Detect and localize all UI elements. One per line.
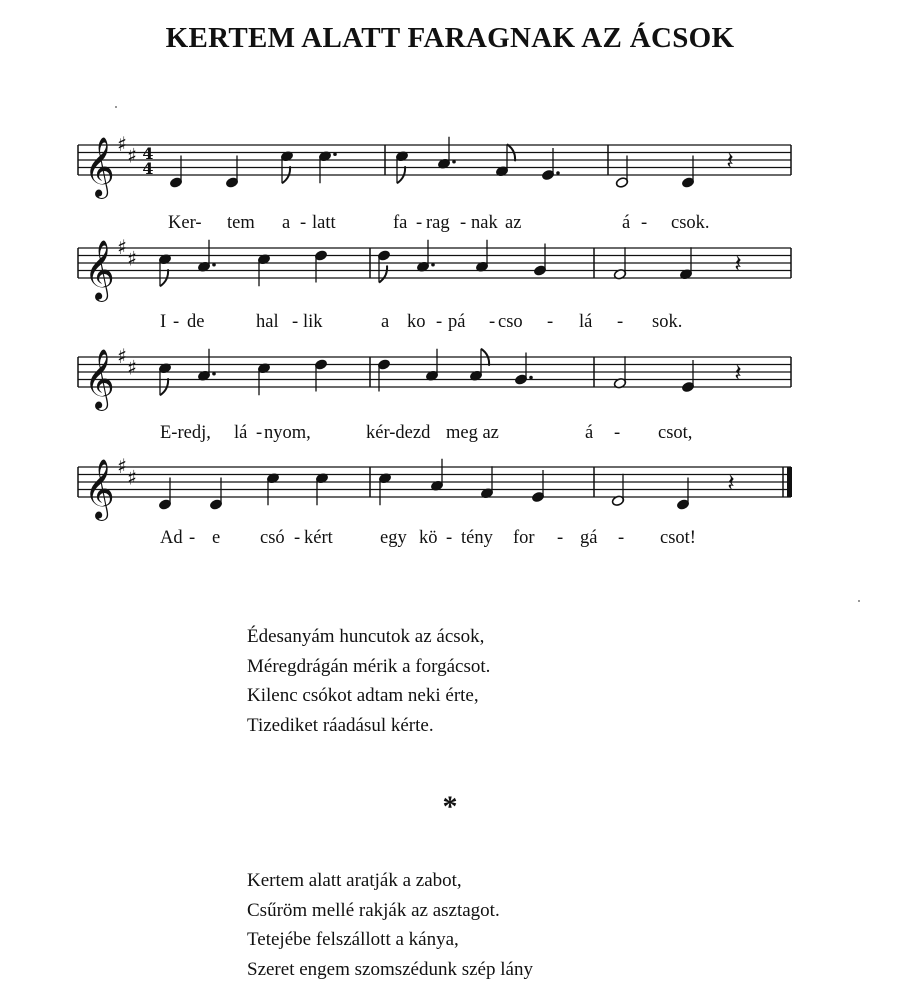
lyric-syllable: Ad [160,528,183,548]
lyric-syllable: - [489,312,496,332]
lyric-syllable: á [622,213,631,233]
lyric-syllable: lá [579,312,593,332]
scan-speck [858,600,860,602]
treble-clef-icon: 𝄞 [84,137,115,197]
lyric-syllable: cso [498,312,523,332]
sharp-icon: ♯ [117,344,127,368]
sharp-icon: ♯ [127,355,137,380]
lyric-syllable: lá [234,423,248,443]
staff [78,454,792,521]
note-dot [212,372,216,376]
verse-separator-asterisk: * [442,790,458,823]
lyric-syllable: - [256,423,263,443]
sharp-icon: ♯ [127,143,137,168]
verse-line: Méregdrágán mérik a forgácsot. [247,655,491,677]
note-dot [556,171,560,175]
time-signature-bottom: 4 [142,159,154,178]
verse-line: Kilenc csókot adtam neki érte, [247,685,479,706]
lyric-syllable: - [618,528,625,548]
lyric-syllable: tem [227,213,255,233]
sharp-icon: ♯ [127,246,137,271]
quarter-rest-icon: 𝄽 [734,358,742,387]
lyric-syllable: - [460,213,467,233]
lyric-syllable: á [585,423,594,443]
lyric-syllable: - [173,312,180,332]
verse-line: Kertem alatt aratják a zabot, [247,870,462,891]
sharp-icon: ♯ [117,235,127,259]
note-flag [379,266,387,283]
lyric-syllable: az [505,213,522,233]
lyric-syllable: gá [580,528,598,548]
lyric-syllable: tény [461,528,493,548]
lyric-syllable: - [292,312,299,332]
quarter-rest-icon: 𝄽 [727,468,735,497]
lyric-syllable: nyom, [264,423,311,443]
lyric-syllable: a [282,213,291,233]
lyric-syllable: nak [471,213,498,233]
treble-clef-icon: 𝄞 [84,459,115,519]
lyric-syllable: - [446,528,453,548]
lyric-syllable: kö [419,528,438,548]
lyric-syllable: csok. [671,213,710,233]
lyric-syllable: rag [426,213,450,233]
lyric-syllable: ko [407,312,426,332]
staff [78,235,791,302]
lyric-syllable: - [294,528,301,548]
verse-line: Tetejébe felszállott a kánya, [247,929,459,950]
note-dot [212,263,216,267]
lyric-syllable: fa [393,213,408,233]
lyric-syllable: hal [256,312,279,332]
scan-speck [115,106,117,108]
lyric-syllable: lik [303,312,323,332]
treble-clef-icon: 𝄞 [84,240,115,300]
note-dot [529,376,533,380]
sharp-icon: ♯ [117,454,127,478]
lyric-syllable: kért [304,528,333,548]
note-dot [431,263,435,267]
note-dot [452,160,456,164]
lyric-syllable: for [513,528,535,548]
sharp-icon: ♯ [117,132,127,156]
quarter-rest-icon: 𝄽 [734,249,742,278]
lyric-syllable: - [557,528,564,548]
sharp-icon: ♯ [127,465,137,490]
verse-line: Szeret engem szomszédunk szép lány [247,958,533,980]
lyric-syllable: - [641,213,648,233]
lyric-syllable: - [547,312,554,332]
lyric-syllable: meg az [446,423,499,443]
lyric-syllable: csó [260,528,285,548]
lyric-syllable: csot, [658,423,693,443]
verse-2 [247,866,533,984]
lyric-syllable: csot! [660,528,696,548]
lyric-syllable: - [436,312,443,332]
verse-line: Tizediket ráadásul kérte. [247,714,434,736]
note-dot [333,152,337,156]
lyric-syllable: de [187,312,205,332]
lyric-syllable: - [617,312,624,332]
lyric-syllable: pá [448,312,466,332]
staff [78,132,791,199]
staff [78,344,791,411]
lyric-syllable: sok. [652,312,683,332]
lyric-syllable: - [189,528,196,548]
lyric-syllable: latt [312,213,336,233]
quarter-rest-icon: 𝄽 [726,146,734,175]
lyric-syllable: - [416,213,423,233]
song-title: KERTEM ALATT FARAGNAK AZ ÁCSOK [165,22,735,54]
lyric-syllable: kér-dezd [366,423,431,443]
time-signature-top: 4 [142,144,154,163]
staves [78,132,792,521]
lyric-syllable: E-redj, [160,423,211,443]
lyric-syllable: - [614,423,621,443]
lyric-syllable: egy [380,528,407,548]
lyric-syllable: I [160,312,167,332]
treble-clef-icon: 𝄞 [84,349,115,409]
lyric-syllable: - [300,213,307,233]
verse-1 [247,622,490,740]
lyric-syllable: Ker- [168,213,202,233]
lyric-syllable: e [212,528,221,548]
verse-line: Édesanyám huncutok az ácsok, [247,626,485,647]
verse-line: Csűröm mellé rakják az asztagot. [247,899,500,921]
final-barline-thick [787,467,792,497]
lyric-syllable: a [381,312,390,332]
